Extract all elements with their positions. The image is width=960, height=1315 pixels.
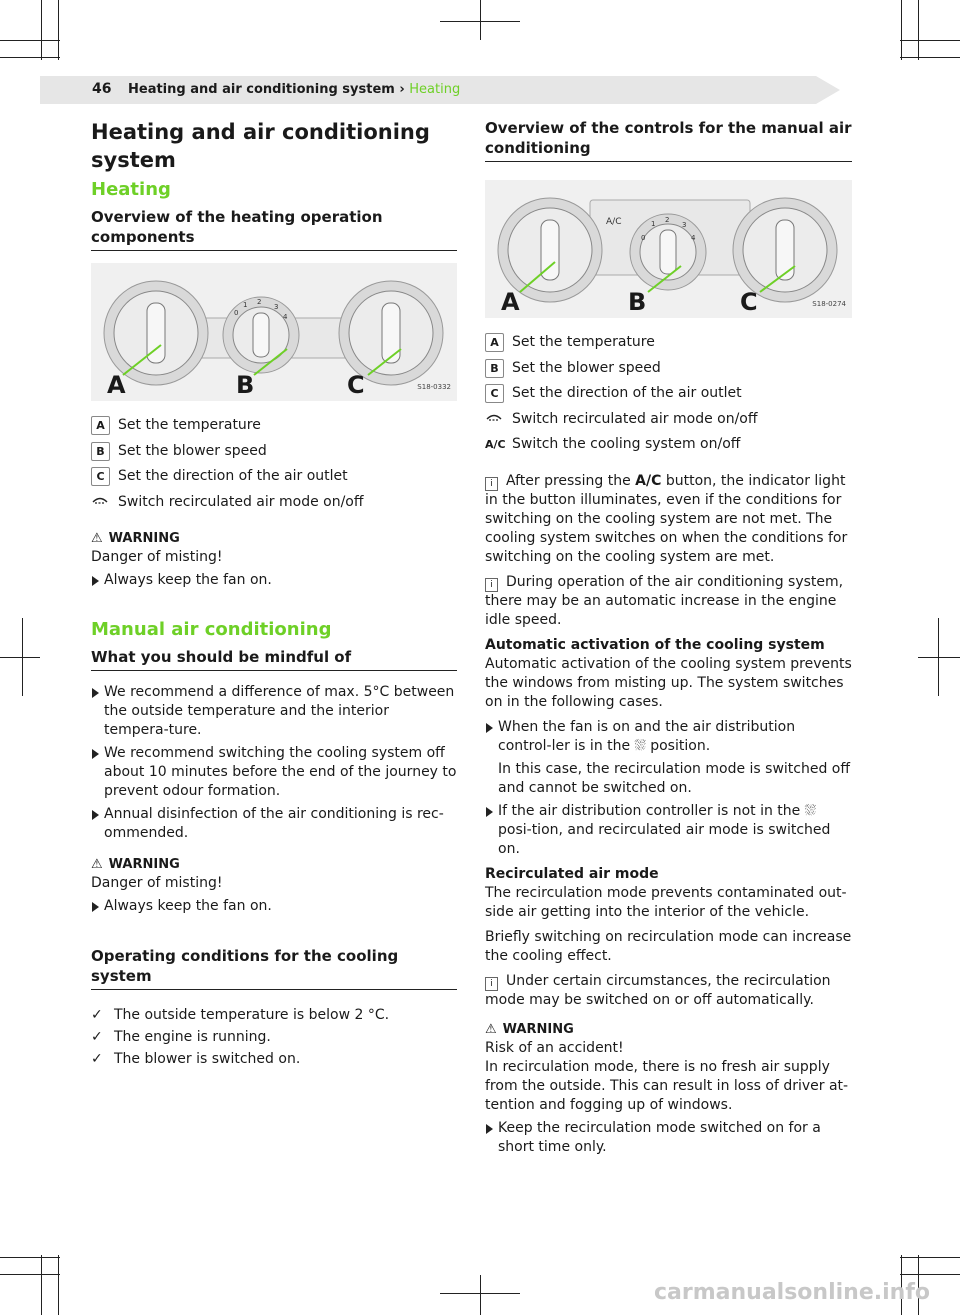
section-heading-heating: Heating	[91, 179, 171, 200]
list-item: Annual disinfection of the air conditioning is rec-ommended.	[91, 805, 457, 843]
crop-mark	[58, 1255, 59, 1315]
figure-label-c: C	[740, 288, 758, 316]
warning-title: ⚠ WARNING	[485, 1021, 574, 1037]
warning-text: Risk of an accident!	[485, 1039, 624, 1056]
breadcrumb-separator: ›	[399, 82, 405, 97]
crop-mark	[0, 40, 60, 41]
breadcrumb-current: Heating	[409, 82, 461, 97]
legend-item	[91, 439, 457, 465]
legend-item	[485, 407, 852, 433]
crop-mark	[41, 0, 42, 60]
crop-mark	[900, 1274, 960, 1275]
warning-bullet: Keep the recirculation mode switched on for a short time only.	[485, 1119, 852, 1157]
blower-dial	[630, 214, 706, 290]
conditions-title: Operating conditions for the cooling system	[91, 946, 457, 990]
manual-ac-overview-title: Overview of the controls for the manual air conditioning	[485, 118, 852, 162]
warning-title: ⚠ WARNING	[91, 857, 180, 872]
manual-ac-legend	[485, 330, 852, 458]
left-column	[91, 118, 457, 1072]
legend-item	[485, 381, 852, 407]
legend-text: Switch recirculated air mode on/off	[512, 410, 758, 427]
legend-item	[485, 356, 852, 382]
figure-code: S18-0332	[417, 383, 451, 391]
auto-activation-block	[485, 636, 852, 712]
list-item: We recommend switching the cooling system off about 10 minutes before the end of the journey to prevent odour formation.	[91, 744, 457, 801]
auto-activation-title: Automatic activation of the cooling system	[485, 636, 825, 653]
dial-number: 2	[257, 298, 262, 306]
crop-mark	[480, 0, 481, 40]
info-note: i Under certain circumstances, the recirculation mode may be switched on or off automatically.	[485, 972, 831, 1008]
figure-label-c: C	[347, 371, 365, 399]
recirculation-text-2: Briefly switching on recirculation mode can increase the cooling effect.	[485, 928, 852, 964]
legend-text: Set the temperature	[512, 334, 655, 351]
crop-mark	[41, 1255, 42, 1315]
manual-ac-controls-figure	[485, 180, 852, 318]
warning-bullet: Always keep the fan on.	[91, 571, 457, 590]
info-icon: i	[485, 477, 498, 491]
auto-activation-text: Automatic activation of the cooling system prevents the windows from misting up. The system switches on in the following cases.	[485, 655, 852, 710]
legend-item	[91, 413, 457, 439]
defrost-icon: ⛆	[634, 737, 646, 754]
legend-item	[485, 432, 852, 458]
breadcrumb	[128, 82, 460, 97]
figure-label-a: A	[107, 371, 126, 399]
crop-mark	[440, 1293, 520, 1294]
info-note: i During operation of the air conditioning system, there may be an automatic increase in the engine idle speed.	[485, 573, 844, 628]
list-item: ✓ The blower is switched on.	[91, 1051, 301, 1067]
key-badge-c: C	[485, 384, 504, 403]
list-item: When the fan is on and the air distribution control-ler is in the ⛆ position.	[485, 718, 852, 756]
legend-item	[91, 464, 457, 490]
recirculation-title: Recirculated air mode	[485, 865, 659, 882]
crop-mark	[0, 657, 40, 658]
dial-number: 4	[283, 313, 288, 321]
dial-number: 0	[234, 309, 239, 317]
crop-mark	[901, 0, 902, 60]
legend-text: Set the temperature	[118, 417, 261, 434]
list-item: We recommend a difference of max. 5°C between the outside temperature and the interior tempera-ture.	[91, 683, 457, 740]
list-item: ✓ The outside temperature is below 2 °C.	[91, 1007, 390, 1023]
ac-icon: A/C	[485, 438, 506, 452]
blower-dial	[223, 297, 299, 373]
sub-paragraph: In this case, the recirculation mode is switched off and cannot be switched on.	[498, 760, 851, 796]
warning-triangle-icon: ⚠	[91, 531, 103, 546]
crop-mark	[918, 0, 919, 60]
warning-text: Danger of misting!	[91, 549, 223, 565]
figure-label-b: B	[628, 288, 647, 316]
temperature-dial	[104, 281, 208, 385]
legend-text: Switch recirculated air mode on/off	[118, 493, 364, 510]
watermark: carmanualsonline.info	[654, 1280, 930, 1305]
dial-number: 4	[691, 234, 696, 242]
dial-number: 2	[665, 216, 670, 224]
crop-mark	[0, 1257, 60, 1258]
dial-number: 3	[274, 303, 279, 311]
page-number: 46	[92, 81, 112, 97]
crop-mark	[0, 1274, 60, 1275]
heating-controls-illustration	[91, 263, 457, 401]
heating-overview-title: Overview of the heating operation components	[91, 207, 457, 251]
warning-triangle-icon: ⚠	[485, 1021, 497, 1037]
right-column	[485, 118, 852, 1161]
warning-box	[485, 1020, 852, 1157]
chapter-title: Heating and air conditioning system	[91, 120, 430, 172]
warning-title: ⚠ WARNING	[91, 531, 180, 546]
section-heading-manual: Manual air conditioning	[91, 619, 332, 640]
warning-box	[91, 529, 457, 590]
legend-text: Switch the cooling system on/off	[512, 436, 741, 453]
checkmark-icon: ✓	[91, 1029, 103, 1045]
dial-number: 3	[682, 221, 687, 229]
warning-text: Danger of misting!	[91, 875, 223, 891]
list-item: ✓ The engine is running.	[91, 1029, 271, 1045]
warning-box	[91, 855, 457, 916]
recirculation-block	[485, 865, 852, 922]
info-icon: i	[485, 977, 498, 991]
legend-item	[485, 330, 852, 356]
dial-number: 1	[651, 220, 656, 228]
crop-mark	[900, 57, 960, 58]
key-badge-a: A	[485, 333, 504, 352]
legend-text: Set the direction of the air outlet	[512, 385, 742, 402]
info-icon: i	[485, 578, 498, 592]
temperature-dial	[498, 198, 602, 302]
crop-mark	[0, 57, 60, 58]
key-badge-a: A	[91, 416, 110, 435]
manual-ac-controls-illustration	[485, 180, 852, 318]
key-badge-b: B	[485, 359, 504, 378]
figure-label-a: A	[501, 288, 520, 316]
heating-controls-figure	[91, 263, 457, 401]
info-note: i After pressing the A/C button, the indicator light in the button illuminates, even if the conditions for switching on the cooling system are not met. The cooling system switches on when the conditions for switching on the cooling system are met.	[485, 472, 848, 565]
crop-mark	[480, 1275, 481, 1315]
crop-mark	[918, 657, 960, 658]
list-item: If the air distribution controller is not in the ⛆ posi-tion, and recirculated air mode is switched on.	[485, 802, 852, 859]
warning-triangle-icon: ⚠	[91, 857, 103, 872]
dial-number: 1	[243, 301, 248, 309]
legend-text: Set the direction of the air outlet	[118, 468, 348, 485]
key-badge-b: B	[91, 442, 110, 461]
key-badge-c: C	[91, 467, 110, 486]
crop-mark	[58, 0, 59, 60]
crop-mark	[900, 1257, 960, 1258]
dial-number: 0	[641, 234, 646, 242]
legend-text: Set the blower speed	[118, 442, 267, 459]
air-direction-dial	[733, 198, 837, 302]
heating-legend	[91, 413, 457, 515]
breadcrumb-parent[interactable]: Heating and air conditioning system	[128, 82, 395, 97]
recirculation-icon	[91, 493, 108, 512]
legend-item	[91, 490, 457, 516]
recirculation-icon	[485, 410, 502, 429]
figure-label-b: B	[236, 371, 255, 399]
recirculation-text: The recirculation mode prevents contaminated out-side air getting into the interior of the vehicle.	[485, 884, 847, 920]
air-direction-dial	[339, 281, 443, 385]
crop-mark	[900, 40, 960, 41]
conditions-list	[91, 1006, 457, 1069]
checkmark-icon: ✓	[91, 1051, 103, 1067]
warning-text: In recirculation mode, there is no fresh air supply from the outside. This can result in loss of driver at-tention and fogging up of windows.	[485, 1058, 849, 1113]
crop-mark	[440, 21, 520, 22]
mindful-title: What you should be mindful of	[91, 647, 457, 671]
checkmark-icon: ✓	[91, 1007, 103, 1023]
legend-text: Set the blower speed	[512, 359, 661, 376]
ac-panel-label: A/C	[606, 217, 622, 227]
warning-bullet: Always keep the fan on.	[91, 897, 457, 916]
defrost-icon: ⛆	[804, 802, 816, 819]
ac-inline-label: A/C	[635, 472, 662, 489]
figure-code: S18-0274	[812, 300, 846, 308]
mindful-list	[91, 683, 457, 843]
